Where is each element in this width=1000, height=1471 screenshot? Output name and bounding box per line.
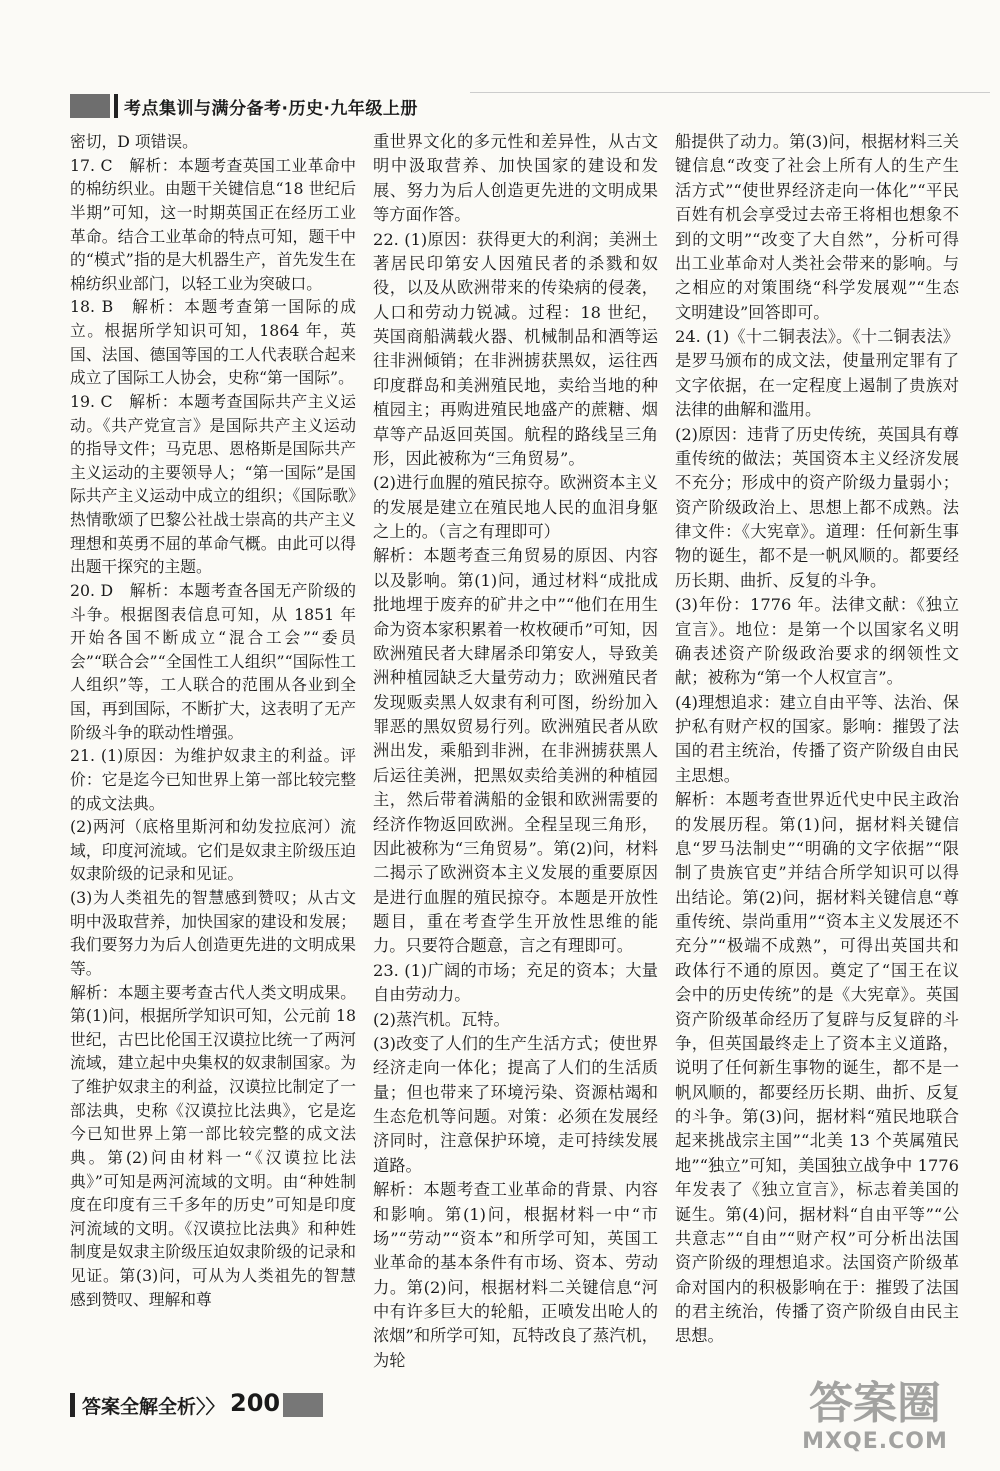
page-header bbox=[70, 92, 950, 122]
footer-bar bbox=[70, 1393, 75, 1417]
answer-18: 18. B 解析：本题考查第一国际的成立。根据所学知识可知，1864 年，英国、法国、德国等国的工人代表联合起来成立了国际工人协会，史称“第一国际”。 bbox=[70, 297, 356, 388]
answer-24: 24. (1)《十二铜表法》。《十二铜表法》是罗马颁布的成文法，使量刑定罪有了文字依据，在一定程度上遏制了贵族对法律的曲解和滥用。 bbox=[675, 327, 959, 420]
chevron-right-icon: 〉〉 bbox=[196, 1396, 225, 1418]
answer-17: 17. C 解析：本题考查英国工业革命中的棉纺织业。由题干关键信息“18 世纪后半期”可知，这一时期英国正在经历工业革命。结合工业革命的特点可知，题干中的“模式”指的是大机器生产，首先发生在棉纺织业部门，以轻工业为突破口。 bbox=[70, 155, 356, 293]
paragraph: (3)改变了人们的生产生活方式；使世界经济走向一体化；提高了人们的生活质量；但也带来了环境污染、资源枯竭和生态危机等问题。对策：必须在发展经济同时，注意保护环境，走可持续发展道路。 bbox=[373, 1033, 658, 1175]
analysis-paragraph: 解析：本题考查世界近代史中民主政治的发展历程。第(1)问，据材料关键信息“罗马法制史”“明确的文字依据”“限制了贵族官吏”并结合所学知识可以得出结论。第(2)问，据材料关键信息“尊重传统、崇尚重用”“资本主义发展还不充分”“极端不成熟”，可得出英国共和政体行不通的原因。奠定了“国王在议会中的历史传统”的是《大宪章》。英国资产阶级革命经历了复辟与反复辟的斗争，但英国最终走上了资本主义道路，说明了任何新生事物的诞生，都不是一帆风顺的，都要经历长期、曲折、反复的斗争。第(3)问，据材料“殖民地联合起来挑战宗主国”“北美 13 个英属殖民地”“独立”可知，美国独立战争中 1776 年发表了《独立宣言》，标志着美国的诞生。第(4)问，据材料“自由平等”“公共意志”“自由”“财产权”可分析出法国资产阶级的理想追求。法国资产阶级革命对国内的积极影响在于：摧毁了法国的君主统治，传播了资产阶级自由民主思想。 bbox=[675, 790, 959, 1346]
watermark-url: MXQE.COM bbox=[802, 1429, 948, 1454]
paragraph: 重世界文化的多元性和差异性，从古文明中汲取营养、加快国家的建设和发展、努力为后人创造更先进的文明成果等方面作答。 bbox=[373, 132, 658, 225]
column-right bbox=[675, 130, 959, 1349]
watermark bbox=[780, 1379, 970, 1459]
paragraph: (4)理想追求：建立自由平等、法治、保护私有财产权的国家。影响：摧毁了法国的君主统治，传播了资产阶级自由民主思想。 bbox=[675, 692, 959, 785]
watermark-text: 答案圈 bbox=[809, 1378, 941, 1429]
footer-label bbox=[82, 1392, 225, 1419]
paragraph: (2)原因：违背了历史传统，英国具有尊重传统的做法；英国资本主义经济发展不充分；形成中的资产阶级力量弱小；资产阶级政治上、思想上都不成熟。法律文件：《大宪章》。道理：任何新生事物的诞生，都不是一帆风顺的。都要经历长期、曲折、反复的斗争。 bbox=[675, 424, 959, 590]
answer-23: 23. (1)广阔的市场；充足的资本；大量自由劳动力。 bbox=[373, 960, 658, 1005]
footer-label-text: 答案全解全析 bbox=[82, 1396, 197, 1418]
analysis-paragraph: 解析：本题考查工业革命的背景、内容和影响。第(1)问，根据材料一中“市场”“劳动”“资本”和所学可知，英国工业革命的基本条件有市场、资本、劳动力。第(2)问，根据材料二关键信息“河中有许多巨大的轮船，正喷发出呛人的浓烟”和所学可知，瓦特改良了蒸汽机，为轮 bbox=[373, 1180, 658, 1370]
book-title: 考点集训与满分备考·历史·九年级上册 bbox=[124, 99, 418, 119]
analysis-paragraph: 解析：本题考查三角贸易的原因、内容以及影响。第(1)问，通过材料“成批成批地埋于废弃的矿井之中”“他们在用生命为资本家积累着一枚枚硬币”可知，因欧洲殖民者大肆屠杀印第安人，导致美洲种植园缺乏大量劳动力；欧洲殖民者发现贩卖黑人奴隶有利可图，纷纷加入罪恶的黑奴贸易行列。欧洲殖民者从欧洲出发，乘船到非洲，在非洲掳获黑人后运往美洲，把黑奴卖给美洲的种植园主，然后带着满船的金银和欧洲需要的经济作物返回欧洲。全程呈现三角形，因此被称为“三角贸易”。第(2)问，材料二揭示了欧洲资本主义发展的重要原因是进行血腥的殖民掠夺。本题是开放性题目，重在考查学生开放性思维的能力。只要符合题意，言之有理即可。 bbox=[373, 546, 658, 956]
paragraph: (2)蒸汽机。瓦特。 bbox=[373, 1009, 510, 1029]
paragraph: (3)年份：1776 年。法律文献：《独立宣言》。地位：是第一个以国家名义明确表述资产阶级政治要求的纲领性文献；被称为“第一个人权宣言”。 bbox=[675, 595, 959, 688]
column-middle bbox=[373, 130, 658, 1373]
paragraph: (2)两河（底格里斯河和幼发拉底河）流域，印度河流域。它们是奴隶主阶级压迫奴隶阶级的记录和见证。 bbox=[70, 817, 356, 884]
paragraph: (2)进行血腥的殖民掠夺。欧洲资本主义的发展是建立在殖民地人民的血泪身躯之上的。（言之有理即可） bbox=[373, 473, 658, 541]
paragraph: (3)为人类祖先的智慧感到赞叹；从古文明中汲取营养，加快国家的建设和发展；我们要努力为后人创造更先进的文明成果等。 bbox=[70, 888, 356, 978]
answer-20: 20. D 解析：本题考查各国无产阶级的斗争。根据图表信息可知，从 1851 年开始各国不断成立“混合工会”“委员会”“联合会”“全国性工人组织”“国际性工人组织”等，工人联合的范围从各业到全国，再到国际，不断扩大，这表明了无产阶级斗争的联动性增强。 bbox=[70, 580, 356, 742]
answer-21: 21. (1)原因：为维护奴隶主的利益。评价：它是迄今已知世界上第一部比较完整的成文法典。 bbox=[70, 746, 356, 813]
header-bar bbox=[114, 94, 118, 118]
page-number: 200 bbox=[230, 1389, 281, 1417]
answer-19: 19. C 解析：本题考查国际共产主义运动。《共产党宣言》是国际共产主义运动的指导文件；马克思、恩格斯是国际共产主义运动的主要领导人；“第一国际”是国际共产主义运动中成立的组织；《国际歌》热情歌颂了巴黎公社战士崇高的共产主义理想和英勇不屈的革命气概。由此可以得出题干探究的主题。 bbox=[70, 391, 356, 577]
column-left bbox=[70, 130, 356, 1311]
answer-22: 22. (1)原因：获得更大的利润；美洲土著居民印第安人因殖民者的杀戮和奴役，以及从欧洲带来的传染病的侵袭，人口和劳动力锐减。过程：18 世纪，英国商船满载火器、机械制品和酒等运往非洲倾销；在非洲掳获黑奴，运往西印度群岛和美洲殖民地，卖给当地的种植园主；再购进殖民地盛产的蔗糖、烟草等产品返回英国。航程的路线呈三角形，因此被称为“三角贸易”。 bbox=[373, 229, 658, 468]
header-rule bbox=[470, 92, 990, 93]
paragraph: 船提供了动力。第(3)问，根据材料三关键信息“改变了社会上所有人的生产生活方式”“使世界经济走向一体化”“平民百姓有机会享受过去帝王将相也想象不到的文明”“改变了大自然”，分析可得出工业革命对人类社会带来的影响。与之相应的对策围绕“科学发展观”“生态文明建设”回答即可。 bbox=[675, 132, 959, 322]
analysis-paragraph: 解析：本题主要考查古代人类文明成果。第(1)问，根据所学知识可知，公元前 18 世纪，古巴比伦国王汉谟拉比统一了两河流域，建立起中央集权的奴隶制国家。为了维护奴隶主的利益，汉谟拉比制定了一部法典，史称《汉谟拉比法典》，它是迄今已知世界上第一部比较完整的成文法典。第(2)问由材料一“《汉谟拉比法典》”可知是两河流域的文明。由“种姓制度在印度有三千多年的历史”可知是印度河流域的文明。《汉谟拉比法典》和种姓制度是奴隶主阶级压迫奴隶阶级的记录和见证。第(3)问，可从为人类祖先的智慧感到赞叹、理解和尊 bbox=[70, 982, 356, 1309]
page-footer bbox=[70, 1389, 330, 1419]
paragraph: 密切，D 项错误。 bbox=[70, 132, 198, 151]
footer-block bbox=[283, 1393, 323, 1417]
header-block bbox=[70, 94, 110, 118]
